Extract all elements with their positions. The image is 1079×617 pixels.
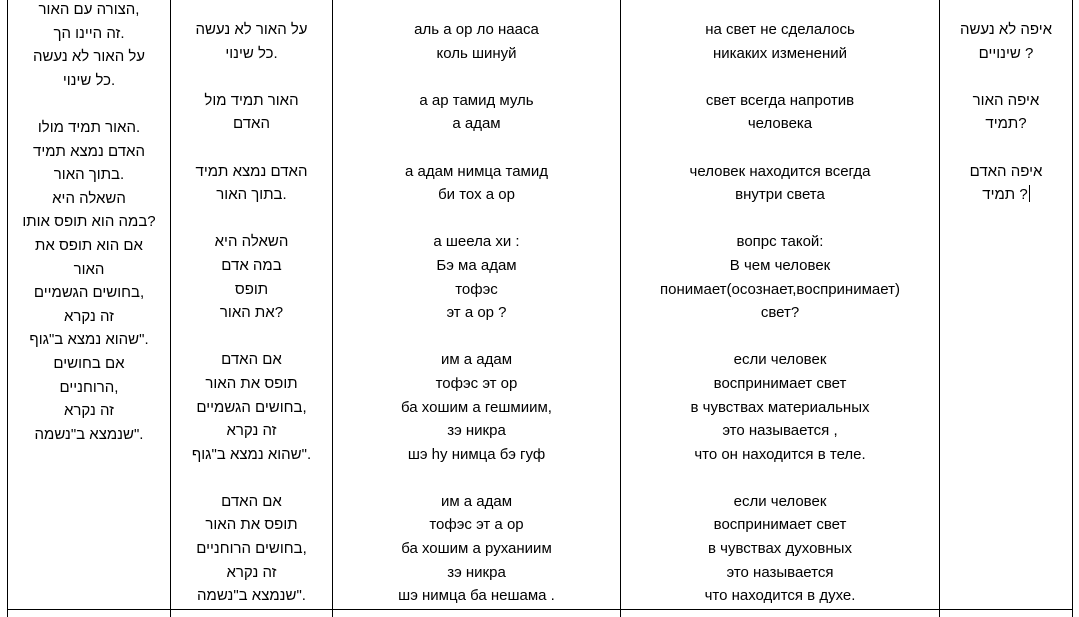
cell-line: аль а ор ло нааса	[414, 21, 539, 38]
cell-line: это называется	[726, 563, 834, 581]
cell-line: האדם נמצא תמיד	[195, 162, 308, 180]
cell-line: אם האדם	[221, 351, 282, 369]
cell-line: им а адам	[440, 492, 513, 510]
cell-line: эт а ор ?	[446, 304, 507, 322]
table-bottom-border	[7, 609, 1073, 610]
cell-line-text: ? תמיד	[982, 186, 1028, 204]
cell-line: а адам нимца тамид	[405, 162, 548, 180]
cell-line: .כל שינוי	[62, 71, 116, 89]
cell-line: איפה לא נעשה	[959, 21, 1053, 38]
cell-line: אם האדם	[221, 492, 282, 510]
cell-line: תופס את האור	[205, 516, 298, 534]
cell-line: ?את האור	[219, 304, 284, 322]
column-border-6	[1072, 0, 1073, 617]
cell-line: шэ hу нимца бэ гуф	[407, 445, 546, 463]
cell-line: в чувствах материальных	[690, 398, 870, 416]
cell-line: тофэс	[455, 280, 498, 298]
table-cell-transliteration	[333, 18, 620, 608]
cell-line	[333, 466, 620, 490]
cell-line: ба хошим а руханиим	[401, 540, 552, 558]
cell-line: коль шинуй	[436, 44, 517, 62]
table-cell-russian	[621, 18, 939, 608]
cell-line: תופס	[234, 280, 269, 298]
cell-line: .האור תמיד מולו	[37, 118, 141, 136]
cell-line: ,הצורה עם האור	[38, 1, 140, 18]
cell-line: ба хошим а гешмиим,	[401, 398, 552, 416]
cell-line: האדם	[233, 115, 270, 133]
cell-line: ."שנמצא ב"נשמה	[34, 425, 144, 443]
table-cell-questions[interactable]	[940, 18, 1072, 207]
cell-line: ? שינויים	[978, 44, 1034, 62]
cell-line: шэ нимца ба нешама .	[398, 587, 555, 605]
cell-line	[333, 207, 620, 231]
cell-line	[940, 136, 1072, 160]
cell-line: האור תמיד מול	[204, 91, 299, 109]
table-cell-hebrew-continued	[8, 0, 170, 446]
cell-line: .כל שינוי	[225, 44, 278, 62]
cell-line: איפה האור	[972, 91, 1040, 109]
cell-line: איפה האדם	[969, 162, 1043, 180]
cell-line	[333, 65, 620, 89]
cell-line	[621, 325, 939, 349]
cell-line	[171, 65, 332, 89]
cell-line	[171, 136, 332, 160]
cell-line: зэ никра	[447, 563, 506, 581]
cell-line: воспринимает свет	[713, 374, 847, 392]
cell-line: על האור לא נעשה	[32, 48, 146, 66]
cell-line: אם הוא תופס את	[35, 236, 143, 254]
cell-line: ,הרוחניים	[59, 378, 119, 396]
cell-line	[8, 92, 170, 116]
cell-line: если человек	[733, 492, 827, 510]
cell-line: על האור לא נעשה	[195, 21, 308, 38]
cell-line: .זה היינו הך	[53, 24, 125, 42]
cell-line: воспринимает свет	[713, 516, 847, 534]
cell-line: השאלה היא	[214, 233, 289, 251]
cell-line: в чувствах духовных	[708, 540, 852, 558]
cell-line	[171, 325, 332, 349]
cell-line-with-caret[interactable]	[940, 183, 1072, 207]
cell-line: внутри света	[735, 186, 825, 204]
cell-line: зэ никра	[447, 422, 506, 440]
cell-line: זה נקרא	[63, 402, 115, 420]
cell-line: это называется ,	[722, 422, 838, 440]
cell-line	[333, 325, 620, 349]
cell-line: что он находится в теле.	[694, 445, 866, 463]
cell-line: что находится в духе.	[704, 587, 856, 605]
cell-line: понимает(осознает,воспринимает)	[660, 280, 900, 298]
cell-line	[621, 466, 939, 490]
text-caret	[1029, 185, 1030, 202]
cell-line	[171, 207, 332, 231]
cell-line: זה נקרא	[63, 307, 115, 325]
cell-line: а шеела хи :	[433, 233, 520, 251]
cell-line: ."שהוא נמצא ב"גוף	[191, 445, 312, 463]
cell-line: ,בחושים הגשמיים	[196, 398, 307, 416]
cell-line	[621, 65, 939, 89]
cell-line: на свет не сделалось	[705, 21, 855, 38]
cell-line: .בתוך האור	[53, 166, 125, 184]
cell-line	[333, 136, 620, 160]
cell-line: במה אדם	[221, 256, 282, 274]
cell-line: תופס את האור	[205, 374, 298, 392]
cell-line: свет всегда напротив	[705, 91, 855, 109]
cell-line: Бэ ма адам	[436, 256, 517, 274]
cell-line: האור	[73, 260, 105, 278]
cell-line: человека	[747, 115, 813, 133]
cell-line: .בתוך האור	[216, 186, 287, 204]
cell-line	[621, 136, 939, 160]
cell-line: а ар тамид муль	[419, 91, 534, 109]
cell-line: никаких изменений	[712, 44, 848, 62]
cell-line: тофэс эт ор	[435, 374, 518, 392]
cell-line: זה נקרא	[226, 422, 277, 440]
cell-line: אם בחושים	[53, 354, 125, 372]
cell-line: а адам	[452, 115, 501, 133]
cell-line: вопрс такой:	[736, 233, 824, 251]
cell-line: им а адам	[440, 351, 513, 369]
cell-line: זה נקרא	[226, 563, 277, 581]
cell-line: ?תמיד	[985, 115, 1027, 133]
cell-line: тофэс эт а ор	[429, 516, 524, 534]
table-cell-hebrew	[171, 18, 332, 608]
cell-line: ,בחושים הרוחניים	[196, 540, 307, 558]
cell-line: ,בחושים הגשמיים	[33, 284, 145, 302]
cell-line: человек находится всегда	[689, 162, 871, 180]
cell-line: האדם נמצא תמיד	[33, 142, 145, 160]
cell-line: если человек	[733, 351, 827, 369]
cell-line: ."שנמצא ב"נשמה	[197, 587, 306, 605]
cell-line	[621, 207, 939, 231]
cell-line: би тох а ор	[438, 186, 515, 204]
cell-line	[940, 65, 1072, 89]
cell-line	[171, 466, 332, 490]
cell-line: свет?	[760, 304, 800, 322]
cell-line: ?במה הוא תופס אותו	[22, 213, 156, 231]
cell-line: В чем человек	[729, 256, 831, 274]
cell-line: ."שהוא נמצא ב"גוף	[29, 331, 149, 349]
cell-line: השאלה היא	[52, 189, 126, 207]
